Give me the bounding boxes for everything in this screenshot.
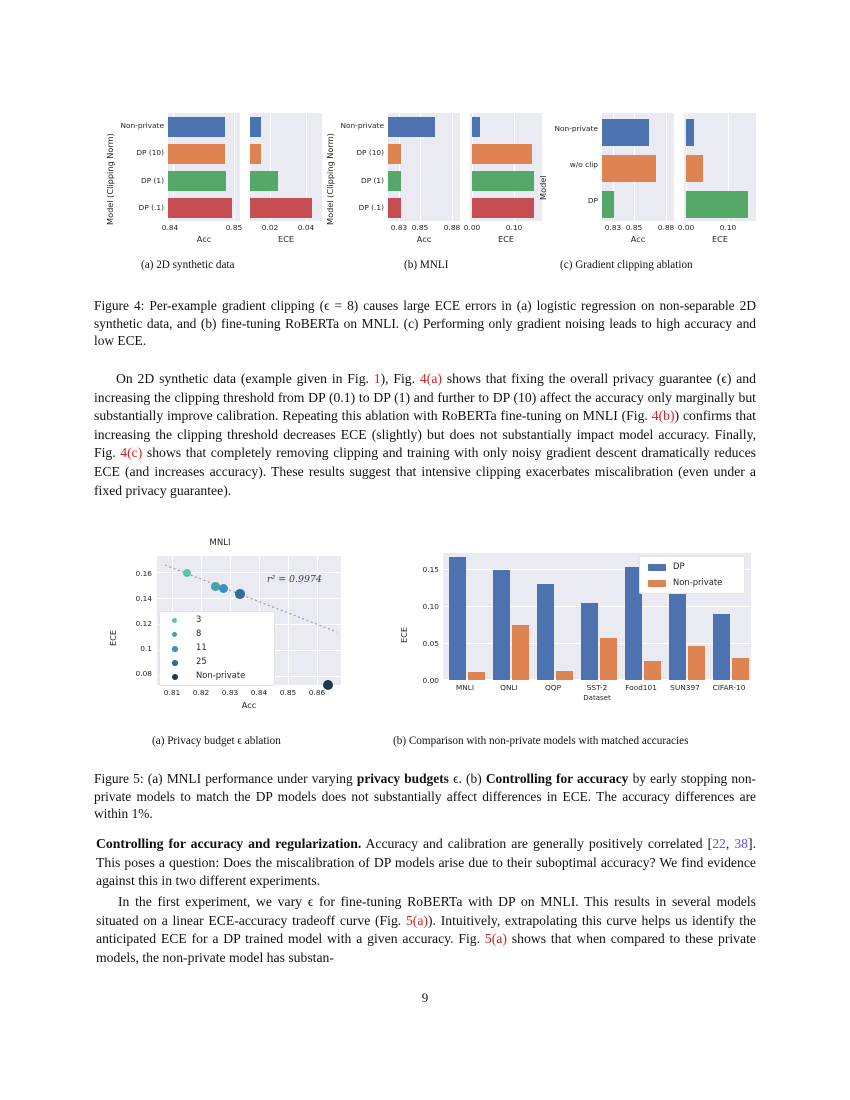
fig5-caption-bold: Controlling for accuracy xyxy=(485,771,629,786)
fig4b-acc-tick: 0.83 xyxy=(390,223,408,232)
bar-dp-1 xyxy=(168,171,226,191)
fig5-caption-bold: privacy budgets xyxy=(356,771,449,786)
legend-swatch-3 xyxy=(172,618,177,623)
bar-nonprivate-food101 xyxy=(644,661,661,680)
fig4c-y-axis-title: Model xyxy=(538,175,548,200)
para3-text: ). Intuitively, extrapolating this curve helps us identify the anticipated ECE for a DP trained model with a given accuracy. Fig. xyxy=(96,912,756,947)
bar-dp-10 xyxy=(168,144,225,164)
legend-swatch-25 xyxy=(172,660,178,666)
bar-dp-qnli xyxy=(493,570,510,680)
fig5a-r2-annotation: r² = 0.9974 xyxy=(267,574,322,585)
fig5b-y-tick: 0.15 xyxy=(422,565,439,574)
bar-dp-10 xyxy=(388,144,401,164)
fig5b-plot-area xyxy=(443,553,751,680)
para2-text: ]. This poses a question: Does the miscalibration of DP models arise due to their suboptimal accuracy? We find evidence against this in two different experiments. xyxy=(96,836,756,889)
para1-text: ) confirms that increasing the clipping threshold decreases ECE (slightly) but does not substantially impact model accuracy. Finally, Fig. xyxy=(94,408,756,461)
fig5a-y-tick: 0.14 xyxy=(135,594,152,603)
figure-4 xyxy=(0,0,850,340)
para3-text: In the first experiment, we vary ϵ for fine-tuning RoBERTa with DP on MNLI. This results in several models situated on a linear ECE-accuracy tradeoff curve (Fig. xyxy=(96,894,756,928)
fig4a-ece-tick: 0.04 xyxy=(297,223,315,232)
fig5a-title: MNLI xyxy=(209,538,231,548)
bar-non-private xyxy=(686,119,694,146)
fig5-caption-text: (a) MNLI performance under varying xyxy=(143,771,357,786)
fig5a-x-tick: 0.84 xyxy=(250,688,268,697)
fig4a-category-label: DP (10) xyxy=(136,148,164,157)
legend-swatch-8 xyxy=(172,632,177,637)
fig4a-acc-axis-title: Acc xyxy=(196,234,212,244)
fig5a-legend xyxy=(159,611,275,686)
figure-reference-4b[interactable]: 4(b) xyxy=(651,408,675,424)
legend-label-3: 3 xyxy=(196,614,202,624)
bar-non-private xyxy=(472,117,480,137)
bar-dp-1 xyxy=(250,171,278,191)
chart-fig4a xyxy=(96,108,316,244)
fig4a-category-label: DP (1) xyxy=(141,176,164,185)
fig5a-x-tick: 0.83 xyxy=(221,688,239,697)
fig5-caption xyxy=(94,770,756,823)
legend-label-8: 8 xyxy=(196,628,202,638)
fig4c-acc-axis-title: Acc xyxy=(630,234,646,244)
fig4a-category-label: DP (.1) xyxy=(138,203,164,212)
gridline xyxy=(452,113,453,221)
page-number: 9 xyxy=(421,990,429,1005)
legend-label-non-private: Non-private xyxy=(196,670,246,680)
figure-reference-5a[interactable]: 5(a) xyxy=(484,931,507,947)
fig4c-acc-plot-area xyxy=(602,113,674,221)
fig4-subcaption-b: (b) MNLI xyxy=(404,259,449,271)
bar-nonprivate-qnli xyxy=(512,625,529,680)
fig4a-category-label: Non-private xyxy=(120,121,164,130)
fig4-subcaption-a: (a) 2D synthetic data xyxy=(141,259,235,271)
bar-dp-cifar10 xyxy=(713,614,730,680)
legend-label-25: 25 xyxy=(196,656,207,666)
scatter-point-eps-25 xyxy=(235,589,245,599)
fig5b-legend xyxy=(639,556,745,594)
fig4c-acc-tick: 0.88 xyxy=(657,223,675,232)
bar-non-private xyxy=(602,119,649,146)
para2-text: Accuracy and calibration are generally positively correlated [ xyxy=(361,836,713,851)
fig5a-y-tick: 0.08 xyxy=(135,669,152,678)
fig4c-category-label: w/o clip xyxy=(569,160,598,169)
scatter-point-eps-11 xyxy=(219,584,228,593)
bar-dp-sst2 xyxy=(581,603,598,680)
fig4a-acc-plot-area xyxy=(168,113,240,221)
fig4a-ece-plot-area xyxy=(250,113,322,221)
para1-text: shows that fixing the overall privacy guarantee (ϵ) and increasing the clipping threshold from DP (0.1) to DP (1) and further to DP (10) affect the accuracy only marginally but substantially improve calibration. Repeating this ablation with RoBERTa fine-tuning on MNLI (Fig. xyxy=(94,371,756,424)
citation-22[interactable]: 22 xyxy=(712,836,726,851)
figure-reference-4c[interactable]: 4(c) xyxy=(120,445,143,461)
bar-dp xyxy=(686,191,748,218)
para1-text: On 2D synthetic data (example given in Fig. xyxy=(116,371,374,386)
fig5b-x-tick: MNLI xyxy=(455,683,475,692)
fig5b-x-axis-title: Dataset xyxy=(583,694,611,702)
fig4a-acc-tick: 0.84 xyxy=(161,223,179,232)
bar-dp-01 xyxy=(250,198,312,218)
fig5-subcaption-a: (a) Privacy budget ϵ ablation xyxy=(152,735,281,747)
fig5b-y-tick: 0.05 xyxy=(422,639,439,648)
fig4c-ece-tick: 0.00 xyxy=(677,223,695,232)
para2-text: , xyxy=(725,836,735,851)
fig4a-y-axis-title: Model (Clipping Norm) xyxy=(105,133,115,225)
fig5a-x-tick: 0.86 xyxy=(308,688,326,697)
bar-dp xyxy=(602,191,614,218)
bar-non-private xyxy=(168,117,225,137)
fig4a-ece-axis-title: ECE xyxy=(277,234,295,244)
fig5a-y-tick: 0.16 xyxy=(135,569,152,578)
fig5-caption-text: by early stopping non-private models to match the DP models does not substantially affect differences in ECE. The accuracy differences are within 1%. xyxy=(94,771,756,822)
para2-heading: Controlling for accuracy and regularization. xyxy=(96,836,362,851)
fig5a-x-tick: 0.82 xyxy=(192,688,210,697)
legend-label-non-private: Non-private xyxy=(673,577,723,587)
fig5a-y-tick: 0.1 xyxy=(140,644,152,653)
fig5a-y-tick: 0.12 xyxy=(135,619,152,628)
fig5b-y-tick: 0.00 xyxy=(422,676,439,685)
fig4c-ece-tick: 0.10 xyxy=(719,223,737,232)
fig4c-category-label: DP xyxy=(587,196,598,205)
fig4c-acc-tick: 0.83 xyxy=(604,223,622,232)
body-paragraph-2 xyxy=(96,835,756,891)
legend-swatch-dp xyxy=(648,564,666,571)
fig4b-ece-tick: 0.10 xyxy=(505,223,523,232)
bar-wo-clip xyxy=(686,155,703,182)
bar-dp-10 xyxy=(250,144,261,164)
chart-fig5a xyxy=(100,538,360,723)
fig4-caption xyxy=(94,297,756,350)
fig4b-ece-axis-title: ECE xyxy=(497,234,515,244)
fig4b-y-axis-title: Model (Clipping Norm) xyxy=(325,133,335,225)
fig4b-category-label: DP (10) xyxy=(356,148,384,157)
bar-nonprivate-mnli xyxy=(468,672,485,680)
fig4c-ece-axis-title: ECE xyxy=(711,234,729,244)
fig4-subcaption-c: (c) Gradient clipping ablation xyxy=(560,259,693,271)
bar-wo-clip xyxy=(602,155,656,182)
fig4c-acc-tick: 0.85 xyxy=(625,223,643,232)
bar-nonprivate-cifar10 xyxy=(732,658,749,680)
fig5a-y-axis-title: ECE xyxy=(108,629,118,646)
citation-38[interactable]: 38 xyxy=(734,836,749,851)
fig4c-ece-plot-area xyxy=(684,113,756,221)
fig5-caption-label: Figure 5: xyxy=(94,771,144,786)
fig5a-x-tick: 0.85 xyxy=(279,688,297,697)
body-paragraph-1 xyxy=(94,370,756,500)
fig4b-category-label: Non-private xyxy=(340,121,384,130)
para3-text: shows that when compared to these private models, the non-private model has substan- xyxy=(96,931,756,965)
body-paragraph-3 xyxy=(96,893,756,967)
fig5b-x-tick: Food101 xyxy=(625,683,657,692)
legend-swatch-non-private xyxy=(648,580,666,587)
legend-label-11: 11 xyxy=(196,642,207,652)
chart-fig5b xyxy=(395,538,765,723)
gridline xyxy=(234,113,235,221)
figure-reference-4a[interactable]: 4(a) xyxy=(419,371,442,386)
fig5b-x-tick: SST-2 xyxy=(586,683,608,692)
bar-dp-mnli xyxy=(449,557,466,680)
bar-dp-01 xyxy=(388,198,401,218)
fig5-subcaption-b: (b) Comparison with non-private models with matched accuracies xyxy=(393,735,689,747)
fig4b-acc-plot-area xyxy=(388,113,460,221)
fig4b-acc-tick: 0.85 xyxy=(411,223,429,232)
fig5b-y-tick: 0.10 xyxy=(422,602,439,611)
legend-swatch-11 xyxy=(172,646,178,652)
bar-nonprivate-sst2 xyxy=(600,638,617,680)
fig4b-category-label: DP (1) xyxy=(361,176,384,185)
fig5-caption-text: ϵ. (b) xyxy=(448,771,486,786)
legend-label-dp: DP xyxy=(673,561,685,571)
fig4c-category-label: Non-private xyxy=(554,124,598,133)
bar-dp-1 xyxy=(388,171,401,191)
legend-swatch-non-private xyxy=(172,674,178,680)
gridline xyxy=(666,113,667,221)
fig4a-ece-tick: 0.02 xyxy=(261,223,279,232)
fig5b-x-tick: QNLI xyxy=(500,683,518,692)
bar-non-private xyxy=(388,117,435,137)
bar-dp-sun397 xyxy=(669,586,686,680)
fig5b-x-tick: CIFAR-10 xyxy=(712,683,746,692)
fig5b-x-tick: SUN397 xyxy=(670,683,700,692)
fig4-caption-label: Figure 4: xyxy=(94,298,145,313)
fig4b-acc-tick: 0.88 xyxy=(443,223,461,232)
fig5b-x-tick: QQP xyxy=(544,683,562,692)
para1-text: ), Fig. xyxy=(380,371,420,386)
bar-dp-qqp xyxy=(537,584,554,680)
fig4b-category-label: DP (.1) xyxy=(358,203,384,212)
bar-non-private xyxy=(250,117,261,137)
figure-reference-5a[interactable]: 5(a) xyxy=(405,912,428,928)
fig4-caption-text: Per-example gradient clipping (ϵ = 8) causes large ECE errors in (a) logistic regression on non-separable 2D synthetic data, and (b) fine-tuning RoBERTa on MNLI. (c) Performing only gradient noising leads to high accuracy and low ECE. xyxy=(94,298,757,349)
chart-fig4b xyxy=(316,108,536,244)
scatter-point-eps-3 xyxy=(183,569,191,577)
fig5a-x-tick: 0.81 xyxy=(163,688,181,697)
chart-fig4c xyxy=(520,108,750,244)
bar-nonprivate-sun397 xyxy=(688,646,705,680)
fig4b-ece-tick: 0.00 xyxy=(463,223,481,232)
fig5a-x-axis-title: Acc xyxy=(241,700,257,710)
fig4a-acc-tick: 0.85 xyxy=(225,223,243,232)
para1-text: shows that completely removing clipping and training with only noisy gradient descent dramatically reduces ECE (and increases accuracy). These results suggest that intensive clipping exacerbates miscalibration (even under a fixed privacy guarantee). xyxy=(94,445,756,498)
figure-reference-1[interactable]: 1 xyxy=(373,371,381,386)
bar-nonprivate-qqp xyxy=(556,671,573,680)
bar-dp-01 xyxy=(168,198,232,218)
fig4b-acc-axis-title: Acc xyxy=(416,234,432,244)
fig5b-y-axis-title: ECE xyxy=(399,626,409,643)
